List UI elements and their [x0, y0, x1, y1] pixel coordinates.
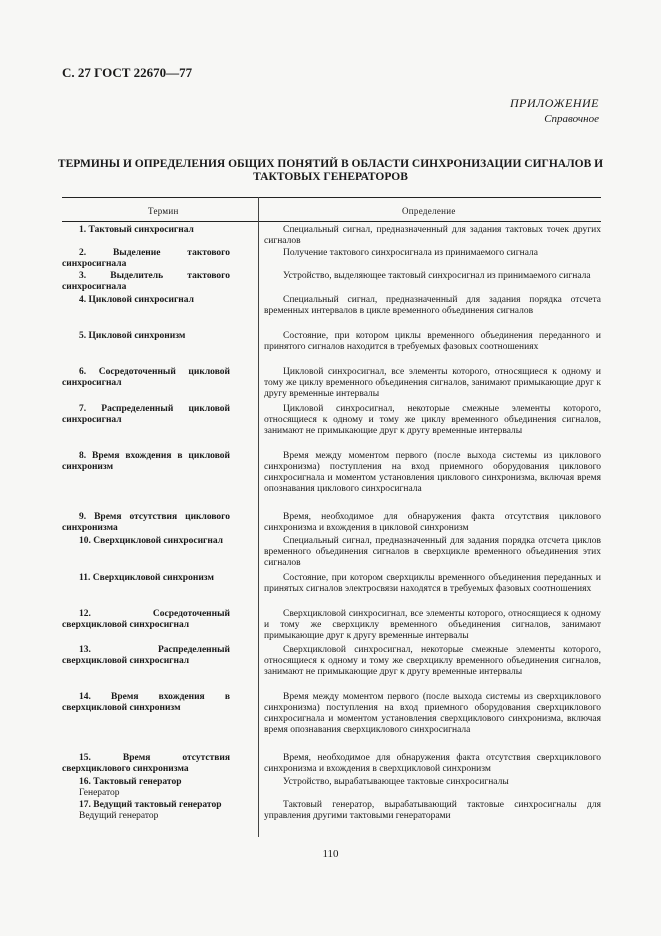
definition-cell: Специальный сигнал, предназначенный для задания тактовых точек других сигналов: [264, 225, 601, 246]
term-cell: 5. Цикловой синхронизм: [79, 331, 186, 341]
term-cell: 9. Время отсутствия циклового синхронизма: [62, 512, 230, 533]
document-title: ТЕРМИНЫ И ОПРЕДЕЛЕНИЯ ОБЩИХ ПОНЯТИЙ В ОБЛАСТИ СИНХРОНИЗАЦИИ СИГНАЛОВ И ТАКТОВЫХ ГЕНЕРАТОРОВ: [57, 158, 604, 183]
term-cell: 7. Распределенный цикловой синхросигнал: [62, 404, 230, 425]
term-cell: 15. Время отсутствия сверхциклового синхронизма: [62, 753, 230, 774]
definition-cell: Цикловой синхросигнал, некоторые смежные элементы которого, относящиеся к одному и тому же циклу временного объединения сигналов, занимают не примыкающие друг к другу временные интервалы: [264, 404, 601, 436]
column-header-term: Термин: [148, 206, 179, 216]
definition-cell: Специальный сигнал, предназначенный для задания порядка отсчета циклов временного объединения сигналов в сверхцикле временного объединения этих сигналов: [264, 536, 601, 568]
column-divider: [258, 197, 259, 837]
definition-cell: Состояние, при котором циклы временного объединения переданного и принятого сигналов находится в требуемых фазовых соотношениях: [264, 331, 601, 352]
definition-cell: Время между моментом первого (после выхода системы из циклового синхронизма) поступления на вход приемного оборудования циклового синхросигнала и моментом установления циклового синхронизма, включая время опознавания циклового синхросигнала: [264, 451, 601, 494]
appendix-label: ПРИЛОЖЕНИЕ: [510, 96, 599, 110]
table-top-rule: [62, 197, 601, 198]
term-cell: 16. Тактовый генератор Генератор: [62, 777, 230, 799]
term-cell: 2. Выделение тактового синхросигнала: [62, 248, 230, 269]
table-header-rule: [62, 221, 601, 222]
term-cell: 12. Сосредоточенный сверхцикловой синхросигнал: [62, 609, 230, 630]
definition-cell: Устройство, вырабатывающее тактовые синхросигналы: [283, 777, 509, 787]
definition-cell: Состояние, при котором сверхциклы временного объединения переданных и принятых сигналов электросвязи находятся в требуемых фазовых соотношениях: [264, 573, 601, 594]
definition-cell: Специальный сигнал, предназначенный для задания порядка отсчета временных интервалов в цикле временного объединения сигналов: [264, 295, 601, 316]
term-cell: 3. Выделитель тактового синхросигнала: [62, 271, 230, 292]
document-header: С. 27 ГОСТ 22670—77: [62, 65, 193, 80]
term-cell: 14. Время вхождения в сверхцикловой синхронизм: [62, 692, 230, 713]
definition-cell: Цикловой синхросигнал, все элементы которого, относящиеся к одному и тому же циклу временного объединения сигналов, занимают примыкающие друг к другу временные интервалы: [264, 367, 601, 399]
definition-cell: Сверхцикловой синхросигнал, все элементы которого, относящиеся к одному и тому же сверхциклу временного объединения сигналов, занимают примыкающие друг к другу временные интервалы: [264, 609, 601, 641]
definition-cell: Тактовый генератор, вырабатывающий тактовые синхросигналы для управления другими тактовыми генераторами: [264, 800, 601, 821]
term-cell: 8. Время вхождения в цикловой синхронизм: [62, 451, 230, 472]
appendix-type: Справочное: [544, 113, 599, 125]
term-cell: 10. Сверхцикловой синхросигнал: [79, 536, 224, 546]
term-synonym: Ведущий генератор: [79, 811, 159, 821]
term-cell: 4. Цикловой синхросигнал: [79, 295, 194, 305]
column-header-definition: Определение: [402, 206, 456, 216]
definition-cell: Получение тактового синхросигнала из принимаемого сигнала: [283, 248, 538, 258]
page-number: 110: [322, 848, 339, 860]
term-cell: 11. Сверхцикловой синхронизм: [79, 573, 214, 583]
definition-cell: Сверхцикловой синхросигнал, некоторые смежные элементы которого, относящиеся к одному и тому же сверхциклу временного объединения сигналов, занимают не примыкающие друг к другу временные интервалы: [264, 645, 601, 677]
term-cell: 6. Сосредоточенный цикловой синхросигнал: [62, 367, 230, 388]
term-cell: 17. Ведущий тактовый генератор Ведущий генератор: [62, 800, 230, 822]
appendix-block: [510, 96, 599, 125]
term-cell: 1. Тактовый синхросигнал: [79, 225, 194, 235]
definition-cell: Устройство, выделяющее тактовый синхросигнал из принимаемого сигнала: [283, 271, 591, 281]
definition-cell: Время между моментом первого (после выхода системы из сверхциклового синхронизма) поступления на вход приемного оборудования сверхциклового синхросигнала и моментом установления сверхциклового синхронизма, включая время опознавания сверхциклового синхросигнала: [264, 692, 601, 735]
definition-cell: Время, необходимое для обнаружения факта отсутствия сверхциклового синхронизма и вхождения в сверхцикловой синхронизм: [264, 753, 601, 774]
term-cell: 13. Распределенный сверхцикловой синхросигнал: [62, 645, 230, 666]
term-synonym: Генератор: [79, 788, 120, 798]
definition-cell: Время, необходимое для обнаружения факта отсутствия циклового синхронизма и вхождения в цикловой синхронизм: [264, 512, 601, 533]
